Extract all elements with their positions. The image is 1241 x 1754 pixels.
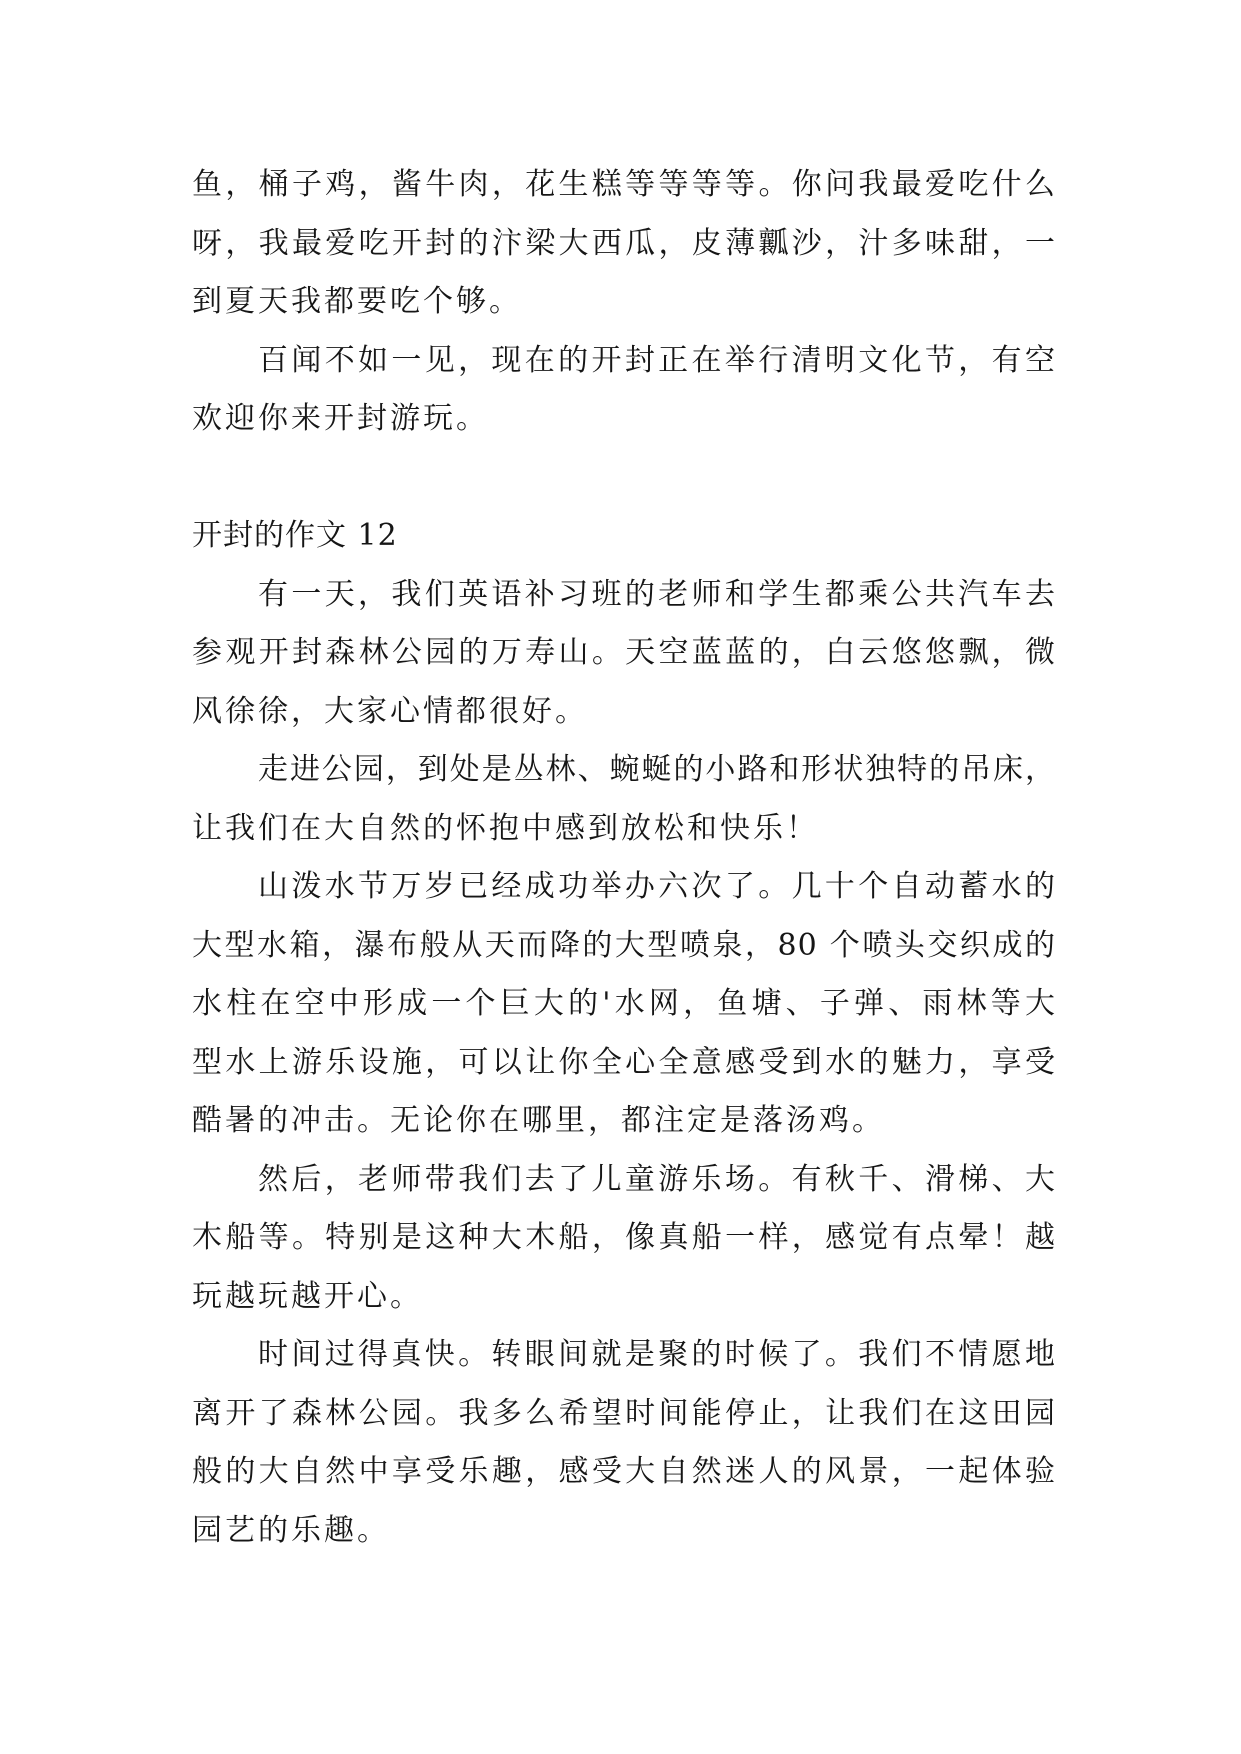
document-body xyxy=(192,156,1056,1560)
text-line: 大型水箱，瀑布般从天而降的大型喷泉，80 个喷头交织成的 xyxy=(192,927,1056,963)
text-line: 山泼水节万岁已经成功举办六次了。几十个自动蓄水的 xyxy=(258,869,1056,904)
text-line: 然后，老师带我们去了儿童游乐场。有秋千、滑梯、大 xyxy=(258,1161,1056,1197)
paragraph xyxy=(192,566,1056,742)
text-line: 到夏天我都要吃个够。 xyxy=(192,284,522,319)
paragraph xyxy=(192,1151,1056,1327)
text-line: 百闻不如一见，现在的开封正在举行清明文化节，有空 xyxy=(258,342,1056,378)
text-line: 呀，我最爱吃开封的汴梁大西瓜，皮薄瓤沙，汁多味甜，一 xyxy=(192,225,1056,261)
text-line: 木船等。特别是这种大木船，像真船一样，感觉有点晕！越 xyxy=(192,1220,1056,1255)
text-line: 走进公园，到处是丛林、蜿蜒的小路和形状独特的吊床， xyxy=(258,752,1056,787)
paragraph xyxy=(192,1326,1056,1560)
paragraph xyxy=(192,741,1056,858)
text-line: 玩越玩越开心。 xyxy=(192,1278,423,1314)
text-line: 有一天，我们英语补习班的老师和学生都乘公共汽车去 xyxy=(258,576,1056,612)
text-line: 参观开封森林公园的万寿山。天空蓝蓝的，白云悠悠飘，微 xyxy=(192,635,1056,670)
text-line: 欢迎你来开封游玩。 xyxy=(192,401,489,436)
text-line: 般的大自然中享受乐趣，感受大自然迷人的风景，一起体验 xyxy=(192,1454,1056,1489)
paragraph xyxy=(192,332,1056,449)
text-line: 园艺的乐趣。 xyxy=(192,1512,390,1548)
paragraph-continued xyxy=(192,156,1056,332)
text-line: 风徐徐，大家心情都很好。 xyxy=(192,693,588,729)
text-line: 鱼，桶子鸡，酱牛肉，花生糕等等等等。你问我最爱吃什么 xyxy=(192,167,1056,202)
paragraph xyxy=(192,858,1056,1151)
essay-title: 开封的作文 12 xyxy=(192,518,398,553)
text-line: 时间过得真快。转眼间就是聚的时候了。我们不情愿地 xyxy=(258,1337,1056,1372)
text-line: 水柱在空中形成一个巨大的'水网，鱼塘、子弹、雨林等大 xyxy=(192,986,1056,1021)
text-line: 让我们在大自然的怀抱中感到放松和快乐！ xyxy=(192,810,819,846)
text-line: 酷暑的冲击。无论你在哪里，都注定是落汤鸡。 xyxy=(192,1103,885,1138)
essay-heading xyxy=(192,507,1056,566)
text-line: 离开了森林公园。我多么希望时间能停止，让我们在这田园 xyxy=(192,1395,1056,1431)
text-line: 型水上游乐设施，可以让你全心全意感受到水的魅力，享受 xyxy=(192,1044,1056,1080)
